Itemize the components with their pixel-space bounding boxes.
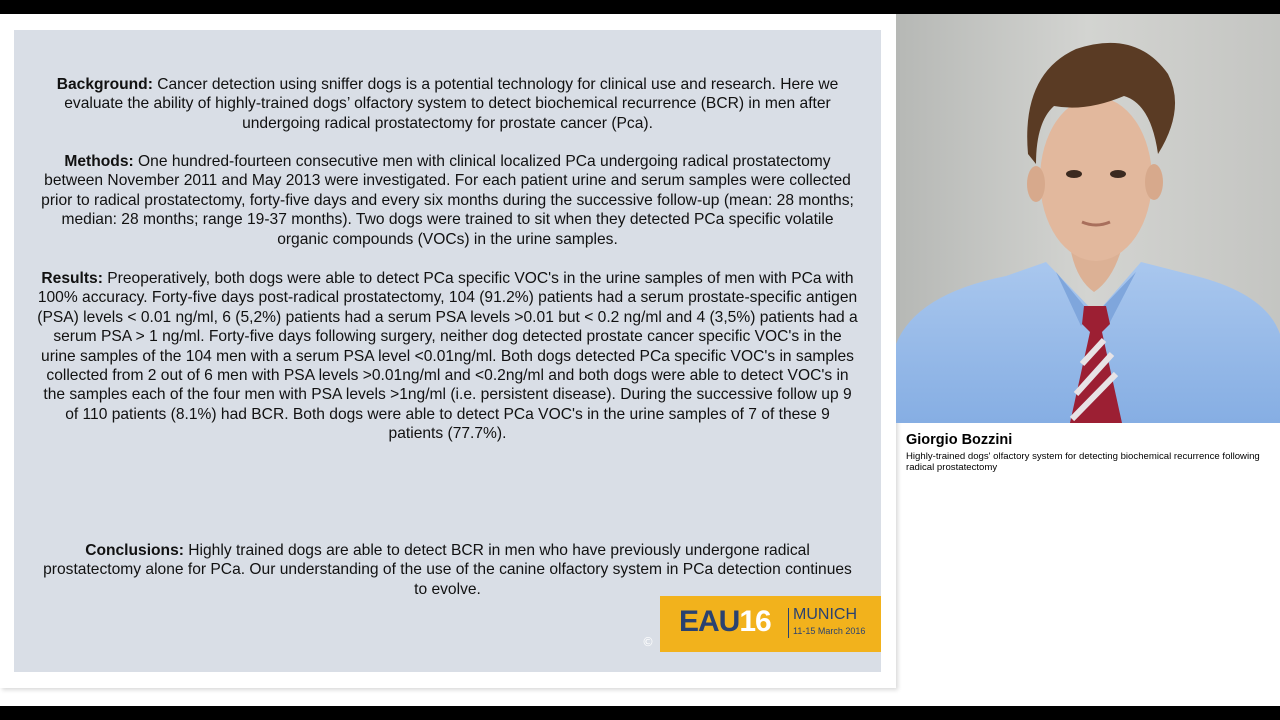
speaker-portrait	[896, 14, 1280, 423]
left-ear	[1027, 166, 1045, 202]
talk-title: Highly-trained dogs' olfactory system for detecting biochemical recurrence following radical prostatectomy	[906, 451, 1260, 473]
right-eye	[1110, 170, 1126, 178]
eau-logo-eau: EAU	[679, 605, 740, 638]
conclusions-text: Highly trained dogs are able to detect BCR in men who have previously undergone radical prostatectomy alone for PCa. Our understanding of the use of the canine olfactory system in PCa detection continues to evolve.	[43, 542, 852, 598]
background-section	[36, 75, 859, 133]
video-bottom-letterbox	[0, 706, 1280, 720]
eau-logo-year: 16	[739, 605, 771, 638]
background-heading: Background:	[56, 76, 153, 93]
results-section	[36, 269, 859, 444]
copyright-mark: ©	[642, 635, 654, 649]
speaker-name: Giorgio Bozzini	[906, 432, 1013, 448]
background-text: Cancer detection using sniffer dogs is a potential technology for clinical use and research. Here we evaluate the ability of highly-trained dogs’ olfactory system to detect biochemical recurrence (BCR) in men after undergoing radical prostatectomy for prostate cancer (Pca).	[64, 76, 839, 132]
methods-heading: Methods:	[64, 153, 134, 170]
results-text: Preoperatively, both dogs were able to detect PCa specific VOC's in the urine samples of men with PCa with 100% accuracy. Forty-five days post-radical prostatectomy, 104 (91.2%) patients had a serum prostate-specific antigen (PSA) levels < 0.01 ng/ml, 6 (5,2%) patients had a serum PSA levels >0.01 but < 0.2 ng/ml and 4 (3,5%) patients had a serum PSA > 1 ng/ml. Forty-five days following surgery, neither dog detected prostate cancer specific VOC's in the urine samples of the 104 men with a serum PSA level <0.01ng/ml. Both dogs detected PCa specific VOC's in samples collected from 2 out of 6 men with PSA levels >0.01ng/ml and <0.2ng/ml and both dogs were able to detect VOC's in the samples each of the four men with PSA levels >1ng/ml (i.e. persistent disease). During the successive follow up 9 of 110 patients (8.1%) had BCR. Both dogs were able to detect PCa VOC's in the urine samples of 7 of these 9 patients (77.7%).	[37, 270, 858, 443]
face-shape	[1040, 97, 1152, 261]
abstract-slide	[14, 30, 881, 672]
eau-logo-dates: 11-15 March 2016	[793, 626, 866, 636]
methods-section	[36, 152, 859, 249]
eau-logo-wordmark	[679, 605, 771, 639]
speaker-video-feed	[896, 14, 1280, 423]
results-heading: Results:	[41, 270, 103, 287]
eau-logo-city: MUNICH	[793, 606, 857, 623]
methods-text: One hundred-fourteen consecutive men with clinical localized PCa undergoing radical prostatectomy between November 2011 and May 2013 were investigated. For each patient urine and serum samples were collected prior to radical prostatectomy, forty-five days and every six months during the successive follow-up (mean: 28 months; median: 28 months; range 19-37 months). Two dogs were trained to sit when they detected PCa specific volatile organic compounds (VOCs) in the urine samples.	[41, 153, 854, 248]
left-eye	[1066, 170, 1082, 178]
conclusions-section	[36, 541, 859, 599]
conclusions-heading: Conclusions:	[85, 542, 184, 559]
presentation-slide-frame	[0, 14, 896, 688]
video-top-letterbox	[0, 0, 1280, 14]
tie-knot	[1082, 306, 1110, 332]
eau16-munich-logo	[660, 596, 881, 652]
right-ear	[1145, 164, 1163, 200]
speaker-info-panel	[906, 431, 1270, 473]
eau-logo-divider	[788, 608, 789, 638]
